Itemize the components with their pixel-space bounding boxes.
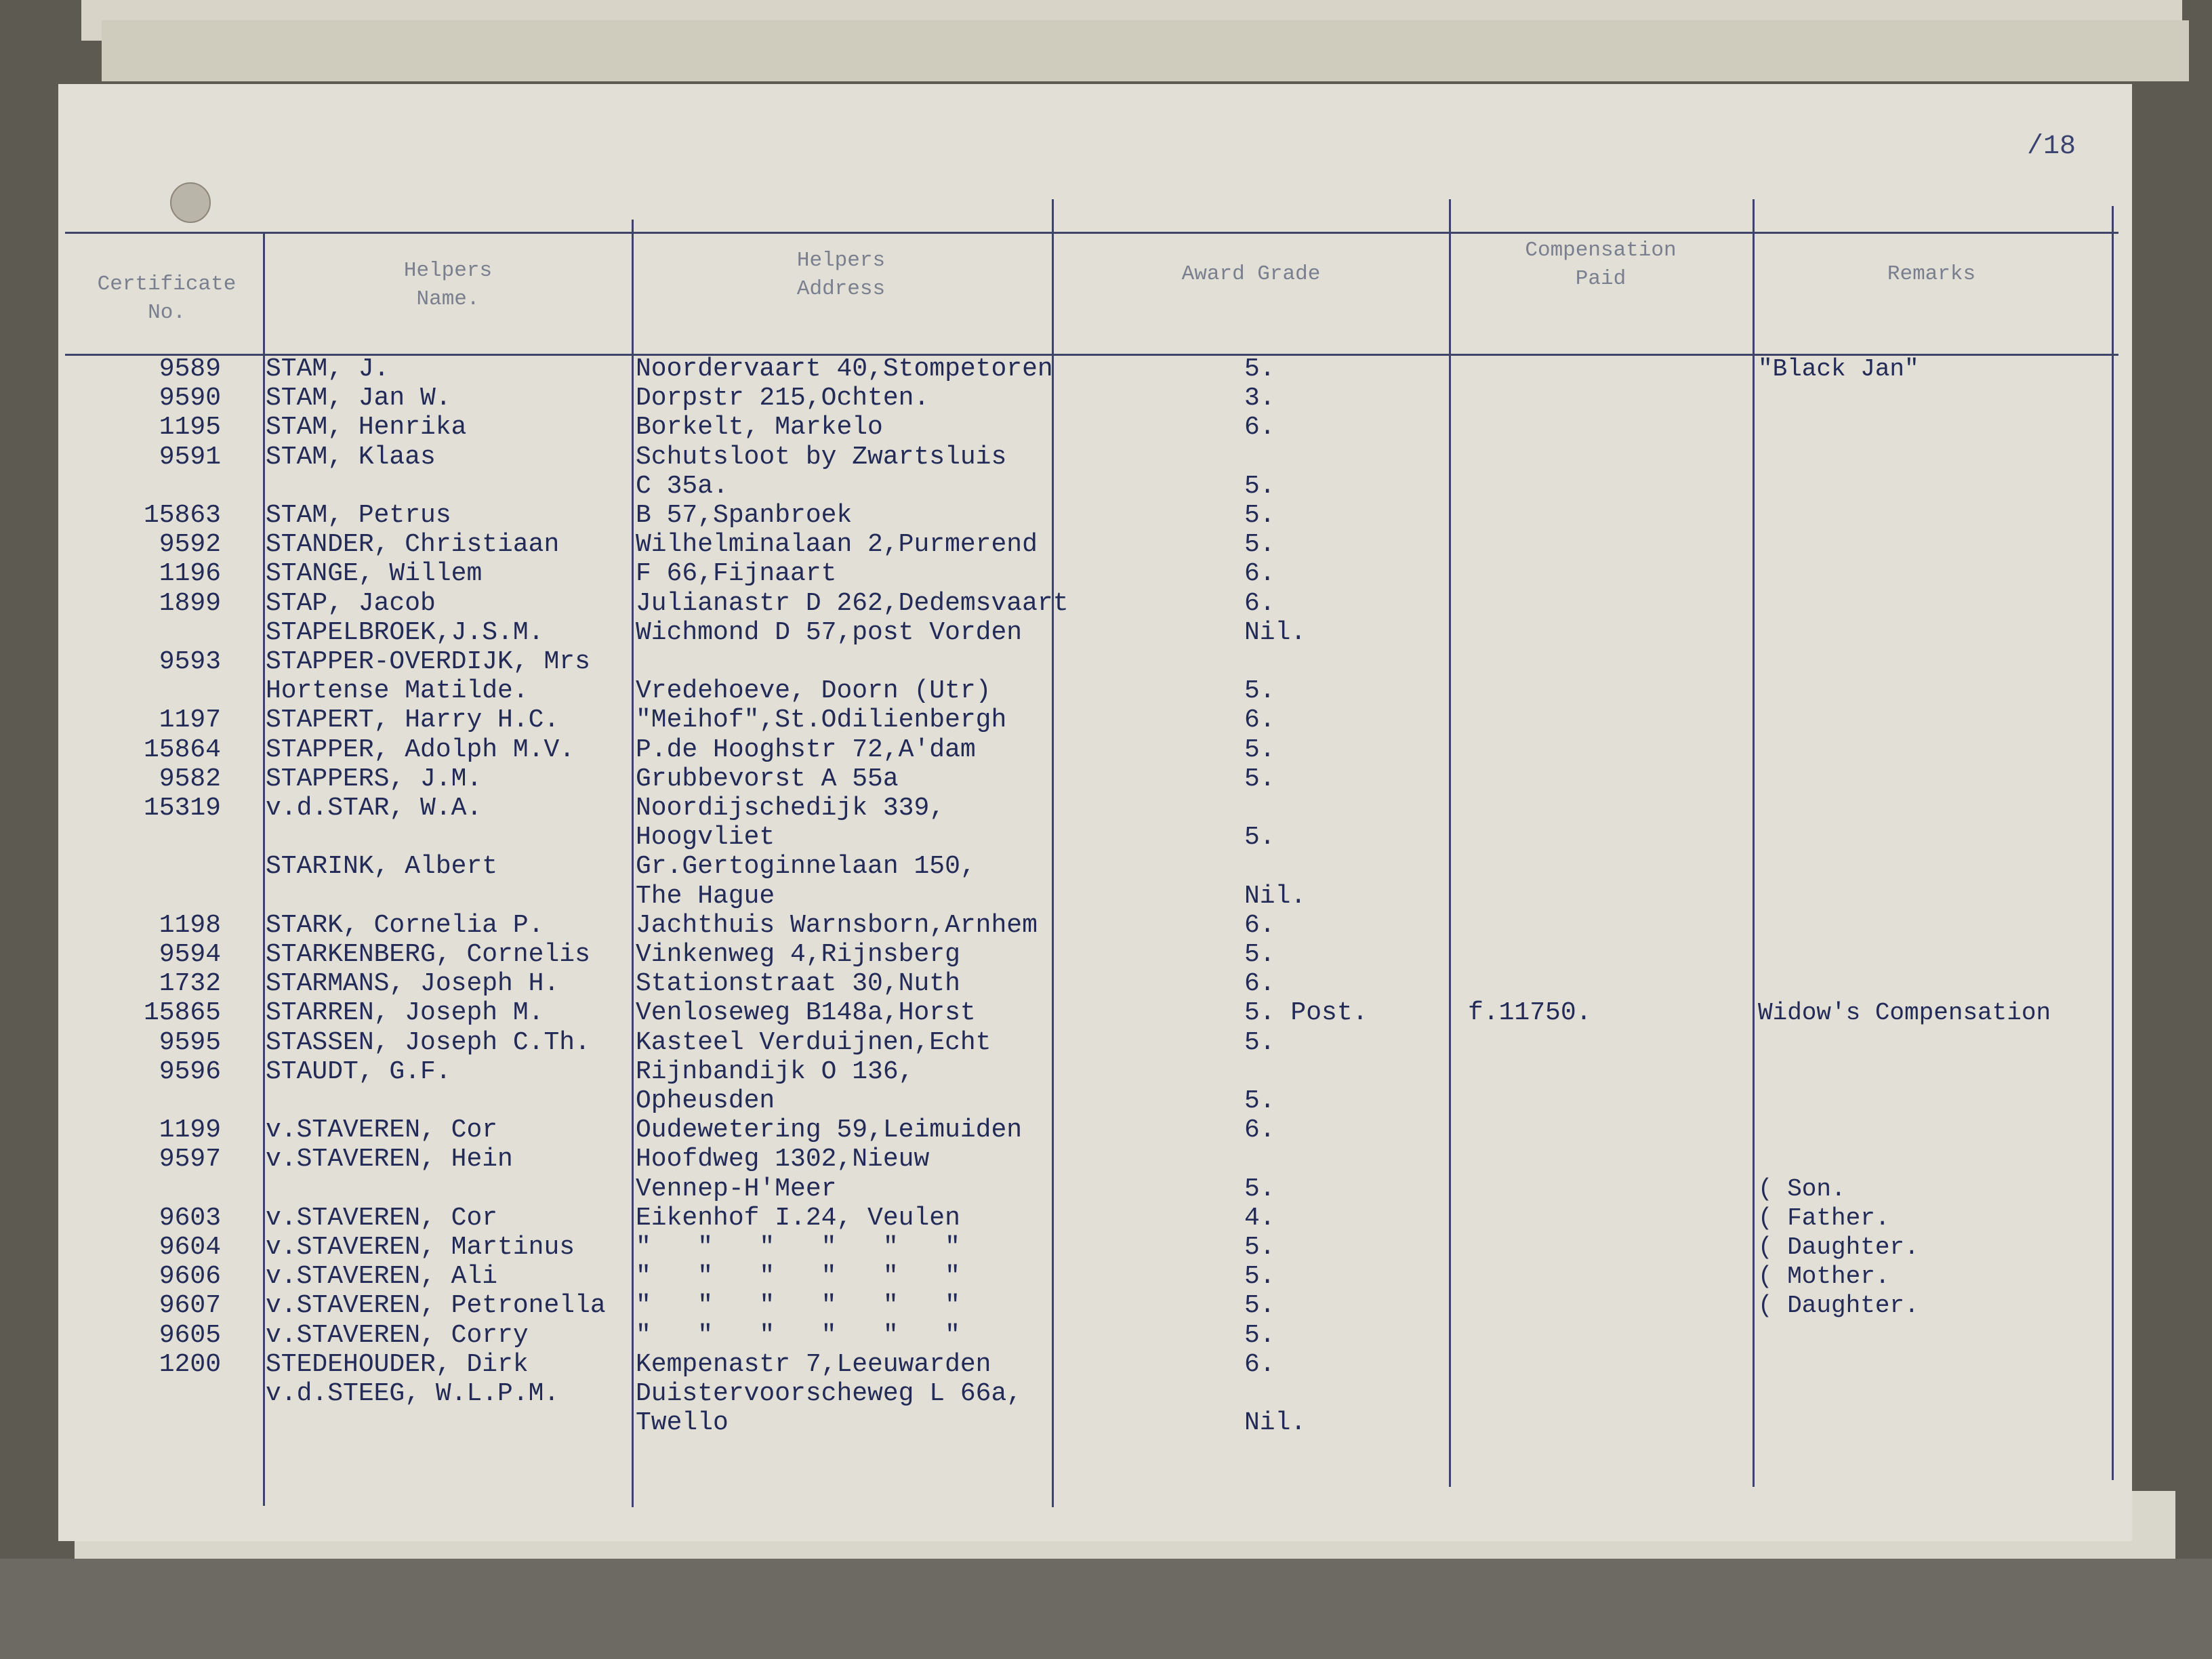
award-grade: 6. xyxy=(1244,1349,1275,1379)
helper-address: Rijnbandijk O 136, xyxy=(636,1057,914,1086)
helper-name: STAM, Henrika xyxy=(266,413,467,443)
helper-address: Jachthuis Warnsborn,Arnhem xyxy=(636,910,1038,940)
certificate-number: 15319 xyxy=(143,794,221,823)
award-grade: 5. xyxy=(1244,471,1275,501)
page-number: /18 xyxy=(2027,131,2076,162)
award-grade: 5. xyxy=(1244,676,1275,706)
certificate-number: 9591 xyxy=(159,442,221,472)
helper-address: " " " " " " xyxy=(636,1320,960,1350)
ledger-page xyxy=(58,84,2132,1541)
helper-address: Julianastr D 262,Dedemsvaart xyxy=(636,588,1069,618)
compensation-paid: f.11750. xyxy=(1468,998,1592,1028)
award-grade: 6. xyxy=(1244,559,1275,589)
award-grade: 3. xyxy=(1244,384,1275,413)
helper-name: STARKENBERG, Cornelis xyxy=(266,940,590,969)
certificate-number: 9605 xyxy=(159,1320,221,1350)
helper-name: STAP, Jacob xyxy=(266,588,436,618)
helper-name: v.STAVEREN, Cor xyxy=(266,1115,498,1145)
helper-address: Wilhelminalaan 2,Purmerend xyxy=(636,530,1038,560)
award-grade: 6. xyxy=(1244,969,1275,999)
remarks: ( Mother. xyxy=(1758,1263,1890,1291)
helper-name: v.STAVEREN, Hein xyxy=(266,1145,513,1174)
helper-name: v.STAVEREN, Cor xyxy=(266,1203,498,1233)
paper-stack-behind xyxy=(102,20,2189,81)
helper-address: Borkelt, Markelo xyxy=(636,413,883,443)
certificate-number: 9582 xyxy=(159,764,221,794)
certificate-number: 9607 xyxy=(159,1291,221,1321)
column-divider xyxy=(1449,199,1451,1487)
helper-address: Eikenhof I.24, Veulen xyxy=(636,1203,960,1233)
remarks: Widow's Compensation xyxy=(1758,999,2051,1027)
helper-name: STASSEN, Joseph C.Th. xyxy=(266,1027,590,1057)
helper-address: Hoogvliet xyxy=(636,823,775,853)
helper-name: v.d.STAR, W.A. xyxy=(266,794,483,823)
award-grade: 5. xyxy=(1244,823,1275,853)
column-divider xyxy=(263,232,265,1506)
award-grade: 5. Post. xyxy=(1244,998,1368,1028)
certificate-number: 9596 xyxy=(159,1057,221,1086)
column-divider xyxy=(632,220,634,1507)
award-grade: Nil. xyxy=(1244,617,1307,647)
award-grade: Nil. xyxy=(1244,881,1307,911)
award-grade: 5. xyxy=(1244,1027,1275,1057)
helper-name: STARMANS, Joseph H. xyxy=(266,969,560,999)
helper-address: Kasteel Verduijnen,Echt xyxy=(636,1027,991,1057)
column-divider xyxy=(1052,199,1054,1507)
award-grade: 6. xyxy=(1244,910,1275,940)
helper-address: Dorpstr 215,Ochten. xyxy=(636,384,930,413)
certificate-number: 1197 xyxy=(159,705,221,735)
certificate-number: 1732 xyxy=(159,969,221,999)
helper-name: v.STAVEREN, Ali xyxy=(266,1262,498,1292)
helper-name: v.STAVEREN, Corry xyxy=(266,1320,529,1350)
punch-hole xyxy=(170,182,211,223)
certificate-number: 1199 xyxy=(159,1115,221,1145)
remarks: ( Son. xyxy=(1758,1174,1846,1203)
helper-name: STAM, Klaas xyxy=(266,442,436,472)
helper-address: P.de Hooghstr 72,A'dam xyxy=(636,735,976,764)
remarks: ( Daughter. xyxy=(1758,1292,1919,1320)
remarks: "Black Jan" xyxy=(1758,355,1919,383)
certificate-number: 1200 xyxy=(159,1349,221,1379)
award-grade: 5. xyxy=(1244,735,1275,764)
award-grade: 5. xyxy=(1244,501,1275,530)
award-grade: 5. xyxy=(1244,1174,1275,1204)
column-divider xyxy=(2112,206,2114,1480)
award-grade: 6. xyxy=(1244,413,1275,443)
certificate-number: 9589 xyxy=(159,354,221,384)
helper-address: "Meihof",St.Odilienbergh xyxy=(636,705,1007,735)
helper-address: B 57,Spanbroek xyxy=(636,501,853,530)
helper-address: Wichmond D 57,post Vorden xyxy=(636,617,1023,647)
helper-name: STAPERT, Harry H.C. xyxy=(266,705,560,735)
helper-address: Kempenastr 7,Leeuwarden xyxy=(636,1349,991,1379)
award-grade: 5. xyxy=(1244,764,1275,794)
certificate-number: 1196 xyxy=(159,559,221,589)
helper-name: STANGE, Willem xyxy=(266,559,483,589)
certificate-number: 9604 xyxy=(159,1233,221,1262)
helper-address: Noordijschedijk 339, xyxy=(636,794,945,823)
helper-address: Stationstraat 30,Nuth xyxy=(636,969,960,999)
helper-name: STAPPER, Adolph M.V. xyxy=(266,735,575,764)
helper-address: Hoofdweg 1302,Nieuw xyxy=(636,1145,930,1174)
award-grade: Nil. xyxy=(1244,1408,1307,1438)
award-grade: 5. xyxy=(1244,354,1275,384)
helper-address: F 66,Fijnaart xyxy=(636,559,837,589)
certificate-number: 9597 xyxy=(159,1145,221,1174)
certificate-number: 15865 xyxy=(143,998,221,1028)
award-grade: 5. xyxy=(1244,940,1275,969)
helper-address: Grubbevorst A 55a xyxy=(636,764,899,794)
helper-address: " " " " " " xyxy=(636,1233,960,1262)
header-top-rule xyxy=(65,232,2118,234)
certificate-number: 1195 xyxy=(159,413,221,443)
helper-name: STANDER, Christiaan xyxy=(266,530,560,560)
helper-address: Schutsloot by Zwartsluis xyxy=(636,442,1007,472)
helper-address: Venloseweg B148a,Horst xyxy=(636,998,976,1028)
header-compensation: Compensation Paid xyxy=(1525,239,1677,291)
helper-name: STAPPER-OVERDIJK, Mrs xyxy=(266,647,590,676)
helper-name: v.d.STEEG, W.L.P.M. xyxy=(266,1379,560,1408)
helper-name: STEDEHOUDER, Dirk xyxy=(266,1349,529,1379)
header-award: Award Grade xyxy=(1181,262,1321,286)
header-certificate: Certificate No. xyxy=(97,272,237,325)
certificate-number: 1198 xyxy=(159,910,221,940)
certificate-number: 9603 xyxy=(159,1203,221,1233)
certificate-number: 15864 xyxy=(143,735,221,764)
header-remarks: Remarks xyxy=(1887,262,1976,286)
certificate-number: 9594 xyxy=(159,940,221,969)
helper-address: Vennep-H'Meer xyxy=(636,1174,837,1204)
award-grade: 5. xyxy=(1244,1233,1275,1262)
column-divider xyxy=(1753,199,1755,1487)
award-grade: 5. xyxy=(1244,1086,1275,1115)
certificate-number: 15863 xyxy=(143,501,221,530)
helper-address: Oudewetering 59,Leimuiden xyxy=(636,1115,1023,1145)
helper-address: Gr.Gertoginnelaan 150, xyxy=(636,852,976,882)
certificate-number: 9595 xyxy=(159,1027,221,1057)
helper-name: STARINK, Albert xyxy=(266,852,498,882)
remarks: ( Daughter. xyxy=(1758,1233,1919,1261)
award-grade: 5. xyxy=(1244,1291,1275,1321)
helper-address: Vredehoeve, Doorn (Utr) xyxy=(636,676,991,706)
helper-address: Duistervoorscheweg L 66a, xyxy=(636,1379,1023,1408)
helper-name: STAPPERS, J.M. xyxy=(266,764,483,794)
helper-address: Vinkenweg 4,Rijnsberg xyxy=(636,940,960,969)
helper-name: v.STAVEREN, Petronella xyxy=(266,1291,606,1321)
award-grade: 5. xyxy=(1244,1262,1275,1292)
helper-name: v.STAVEREN, Martinus xyxy=(266,1233,575,1262)
award-grade: 4. xyxy=(1244,1203,1275,1233)
helper-name: STAUDT, G.F. xyxy=(266,1057,451,1086)
helper-name: STAPELBROEK,J.S.M. xyxy=(266,617,544,647)
award-grade: 5. xyxy=(1244,530,1275,560)
helper-name: Hortense Matilde. xyxy=(266,676,529,706)
helper-address: C 35a. xyxy=(636,471,729,501)
helper-name: STARK, Cornelia P. xyxy=(266,910,544,940)
certificate-number: 9593 xyxy=(159,647,221,676)
table-surface xyxy=(0,1559,2212,1659)
certificate-number: 9606 xyxy=(159,1262,221,1292)
award-grade: 5. xyxy=(1244,1320,1275,1350)
helper-name: STAM, Jan W. xyxy=(266,384,451,413)
remarks: ( Father. xyxy=(1758,1204,1890,1232)
helper-address: The Hague xyxy=(636,881,775,911)
certificate-number: 9590 xyxy=(159,384,221,413)
helper-name: STAM, J. xyxy=(266,354,390,384)
header-address: Helpers Address xyxy=(796,249,886,301)
helper-address: Noordervaart 40,Stompetoren xyxy=(636,354,1053,384)
award-grade: 6. xyxy=(1244,705,1275,735)
header-name: Helpers Name. xyxy=(403,259,493,311)
certificate-number: 1899 xyxy=(159,588,221,618)
helper-address: " " " " " " xyxy=(636,1291,960,1321)
helper-name: STARREN, Joseph M. xyxy=(266,998,544,1028)
helper-address: " " " " " " xyxy=(636,1262,960,1292)
certificate-number: 9592 xyxy=(159,530,221,560)
helper-name: STAM, Petrus xyxy=(266,501,451,530)
helper-address: Twello xyxy=(636,1408,729,1438)
award-grade: 6. xyxy=(1244,588,1275,618)
helper-address: Opheusden xyxy=(636,1086,775,1115)
award-grade: 6. xyxy=(1244,1115,1275,1145)
